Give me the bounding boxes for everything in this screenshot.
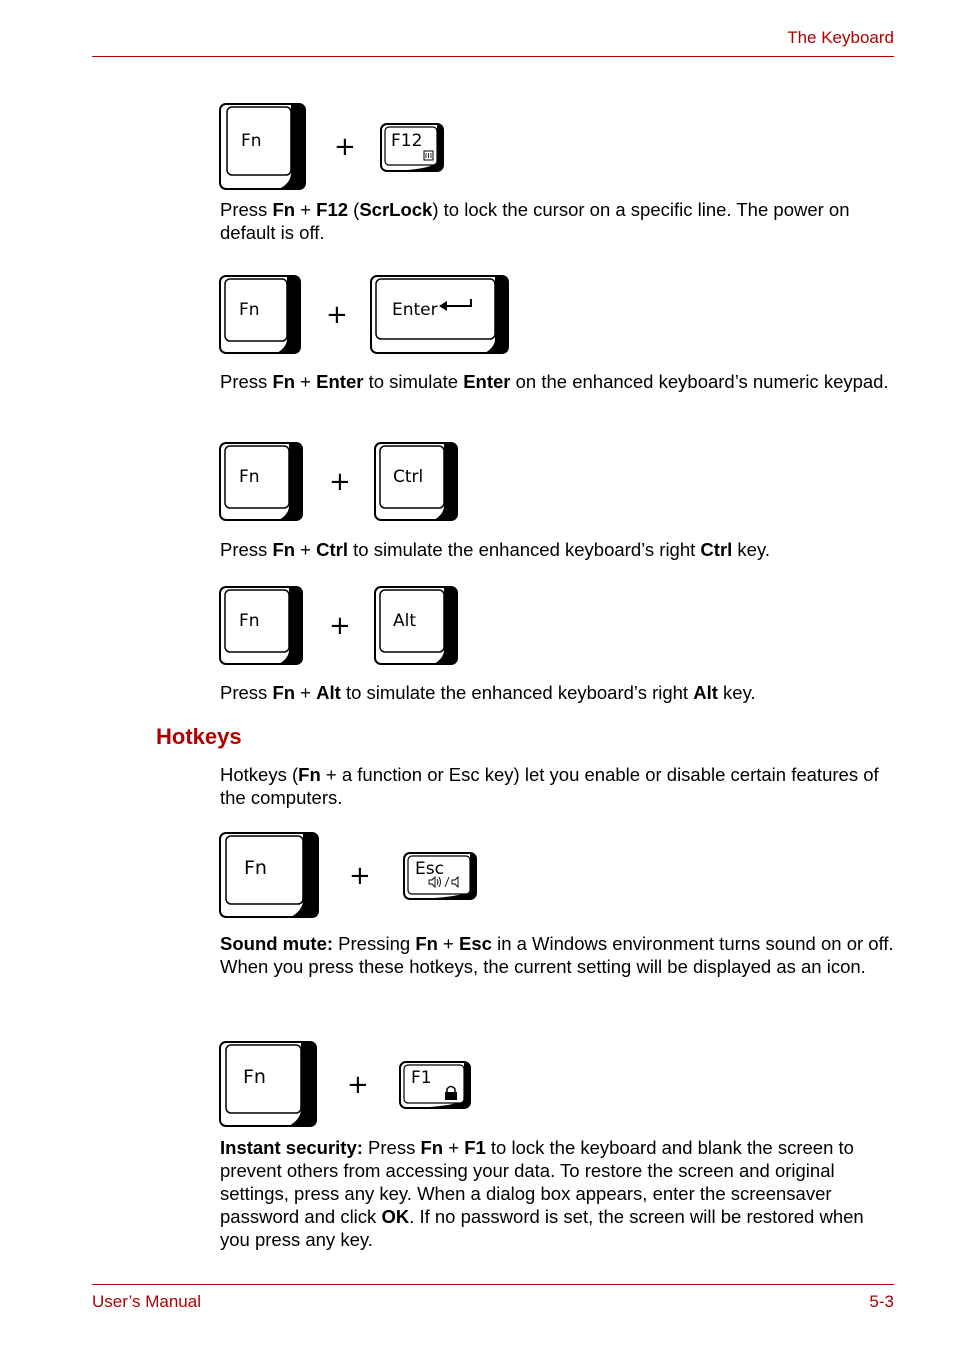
fn-key-label: Fn [239,300,260,320]
fn-ctrl-key-illustration [219,442,461,522]
fn-key-label: Fn [241,131,262,151]
hotkeys-intro-paragraph: Hotkeys (Fn + a function or Esc key) let you enable or disable certain features of the computers. [220,764,879,808]
f1-key-label: F1 [411,1068,432,1088]
fn-enter-key-illustration [219,275,511,355]
footer-rule [92,1284,894,1285]
header-title: The Keyboard [787,28,894,47]
plus-sign: + [334,132,356,162]
fn-esc-key-illustration [219,832,481,920]
sound-mute-paragraph: Sound mute: Pressing Fn + Esc in a Windows environment turns sound on or off. When you press these hotkeys, the current setting will be displayed as an icon. [220,933,894,977]
fn-key-label: Fn [239,467,260,487]
plus-sign: + [326,300,348,330]
plus-sign: + [329,611,351,641]
fn-key-label: Fn [239,611,260,631]
fn-key-label: Fn [244,857,267,879]
hotkeys-heading: Hotkeys [156,724,242,749]
alt-key-label: Alt [393,611,417,631]
enter-key-label: Enter [392,300,438,320]
footer-page-number: 5-3 [869,1292,894,1311]
instant-security-paragraph: Instant security: Press Fn + F1 to lock the keyboard and blank the screen to prevent others from accessing your data. To restore the screen and original settings, press any key. When a dialog box appears, enter the screensaver password and click OK. If no password is set, the screen will be restored when you press any key. [220,1137,864,1250]
scrlock-paragraph: Press Fn + F12 (ScrLock) to lock the cursor on a specific line. The power on default is off. [220,199,850,243]
alt-paragraph: Press Fn + Alt to simulate the enhanced keyboard’s right Alt key. [220,682,756,703]
ctrl-paragraph: Press Fn + Ctrl to simulate the enhanced keyboard’s right Ctrl key. [220,539,770,560]
footer-manual-title: User’s Manual [92,1292,201,1311]
fn-f1-key-illustration [219,1041,475,1129]
header-rule [92,56,894,57]
esc-key-label: Esc [415,859,444,879]
ctrl-key-label: Ctrl [393,467,424,487]
fn-key-label: Fn [243,1066,266,1088]
plus-sign: + [349,861,371,891]
fn-f12-key-illustration [219,103,449,191]
plus-sign: + [347,1070,369,1100]
f12-key-label: F12 [391,131,423,151]
plus-sign: + [329,467,351,497]
enter-paragraph: Press Fn + Enter to simulate Enter on the enhanced keyboard’s numeric keypad. [220,371,889,392]
fn-alt-key-illustration [219,586,461,666]
